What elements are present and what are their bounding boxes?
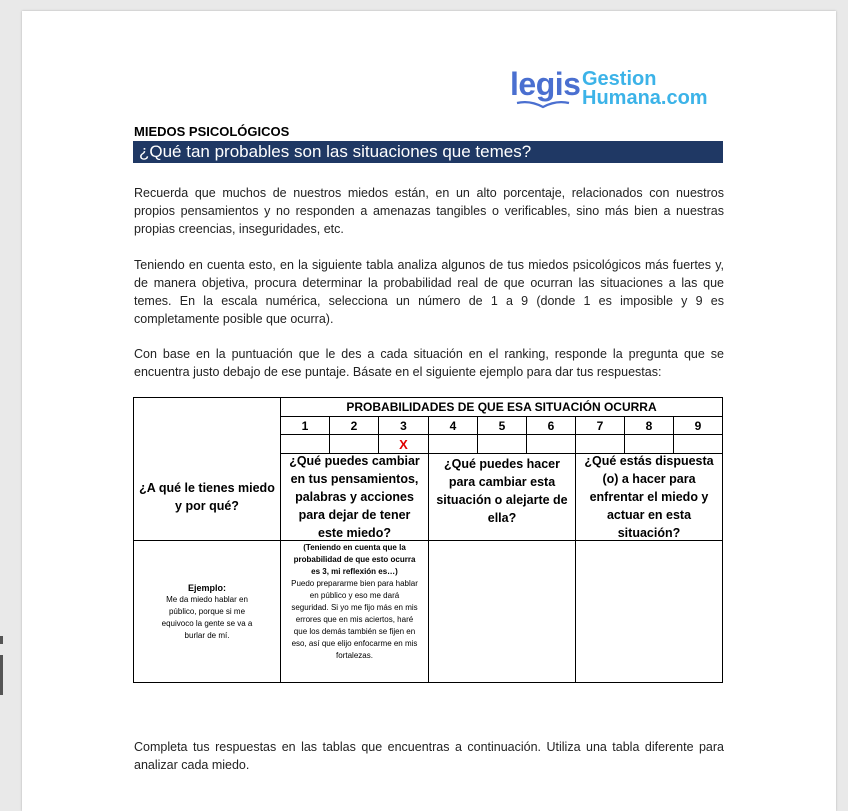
table-rule xyxy=(280,434,723,435)
legis-gestion-humana-logo xyxy=(510,67,730,111)
window-edge-marker xyxy=(0,636,3,644)
question-low-probability: ¿Qué puedes cambiar en tus pensamientos, palabras y acciones para dejar de tener este miedo? xyxy=(289,454,420,540)
scale-value-4: 4 xyxy=(449,418,457,433)
example-answer-intro: (Teniendo en cuenta que la probabilidad de que esto ocurra es 3, mi reflexión es…) xyxy=(293,543,416,576)
scale-value-5: 5 xyxy=(498,418,506,433)
scale-value-1: 1 xyxy=(301,418,309,433)
closing-paragraph: Completa tus respuestas en las tablas que encuentras a continuación. Utiliza una tabla diferente para analizar cada miedo. xyxy=(134,740,724,772)
window-edge-marker xyxy=(0,655,3,695)
intro-paragraph: Recuerda que muchos de nuestros miedos están, en un alto porcentaje, relacionados con nuestros propios pensamientos y no responden a amenazas tangibles o verificables, sino más bien a nuestras propias creencias, inseguridades, etc. xyxy=(134,186,724,236)
question-medium-probability: ¿Qué puedes hacer para cambiar esta situación o alejarte de ella? xyxy=(436,457,568,525)
scale-value-2: 2 xyxy=(350,418,358,433)
instructions-paragraph: Teniendo en cuenta esto, en la siguiente tabla analiza algunos de tus miedos psicológicos más fuertes y, de manera objetiva, procura determinar la probabilidad real de que ocurran las situaciones a las que temes. En la escala numérica, selecciona un número de 1 a 9 (donde 1 es imposible y 9 es completamente posible que ocurra). xyxy=(134,258,724,326)
example-empty-cell[interactable] xyxy=(576,541,722,682)
example-empty-cell[interactable] xyxy=(429,541,575,682)
logo-brand-text: legis xyxy=(510,66,581,102)
ranking-paragraph: Con base en la puntuación que le des a cada situación en el ranking, responde la pregunta que se encuentra justo debajo de ese puntaje. Básate en el siguiente ejemplo para dar tus respuestas: xyxy=(134,347,724,379)
open-book-icon xyxy=(516,101,570,110)
selected-probability-mark: X xyxy=(399,436,408,452)
example-label: Ejemplo: xyxy=(187,582,226,593)
probability-header: PROBABILIDADES DE QUE ESA SITUACIÓN OCURRA xyxy=(346,400,657,414)
scale-value-3: 3 xyxy=(400,418,407,433)
logo-subtitle xyxy=(582,70,708,108)
fear-question: ¿A qué le tienes miedo y por qué? xyxy=(139,481,275,513)
page-title: ¿Qué tan probables son las situaciones que temes? xyxy=(133,141,723,163)
section-kicker: MIEDOS PSICOLÓGICOS xyxy=(134,124,290,139)
table-rule xyxy=(722,397,723,683)
example-answer-cell xyxy=(281,541,428,682)
scale-value-9: 9 xyxy=(694,418,702,433)
question-high-probability: ¿Qué estás dispuesta (o) a hacer para enfrentar el miedo y actuar en esta situación? xyxy=(584,454,714,540)
logo-line-1: Gestion xyxy=(582,68,657,90)
example-answer-text: Puedo prepararme bien para hablar en público y eso me dará seguridad. Si yo me fijo más en mis errores que en mis aciertos, haré que los demás también se fijen en eso, así que elijo enfocarme en mis fortalezas. xyxy=(291,579,418,660)
scale-value-7: 7 xyxy=(596,418,604,433)
scale-value-6: 6 xyxy=(547,418,555,433)
scale-value-8: 8 xyxy=(645,418,653,433)
logo-line-2: Humana.com xyxy=(582,87,708,109)
example-text: Me da miedo hablar en público, porque si me equivoco la gente se va a burlar de mí. xyxy=(161,594,253,640)
fear-analysis-table xyxy=(133,397,723,683)
example-cell xyxy=(134,541,280,682)
document-page xyxy=(22,11,836,811)
